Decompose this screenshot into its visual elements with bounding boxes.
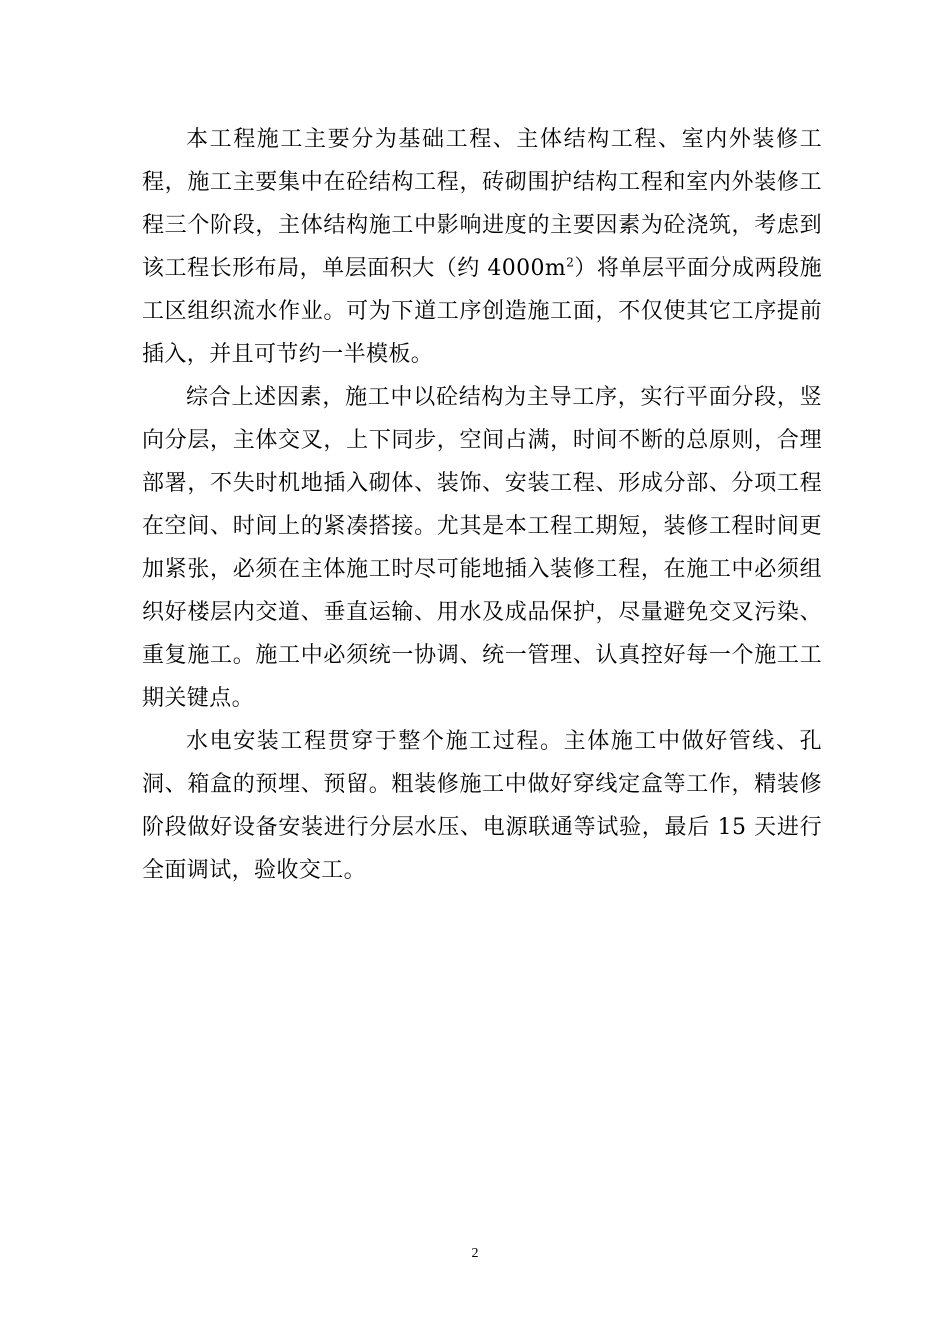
document-body xyxy=(142,118,822,892)
paragraph-text: ）将单层平面分成两段施工区组织流水作业。可为下道工序创造施工面，不仅使其它工序提前插入，并且可节约一半模板。 xyxy=(142,256,822,367)
paragraph-mep-installation: 水电安装工程贯穿于整个施工过程。主体施工中做好管线、孔洞、箱盒的预埋、预留。粗装修施工中做好穿线定盒等工作，精装修阶段做好设备安装进行分层水压、电源联通等试验，最后 15 天进行全面调试，验收交工。 xyxy=(142,729,822,883)
paragraph-deployment-principles: 综合上述因素，施工中以砼结构为主导工序，实行平面分段，竖向分层，主体交叉，上下同步，空间占满，时间不断的总原则，合理部署，不失时机地插入砌体、装饰、安装工程、形成分部、分项工程在空间、时间上的紧凑搭接。尤其是本工程工期短，装修工程时间更加紧张，必须在主体施工时尽可能地插入装修工程，在施工中必须组织好楼层内交道、垂直运输、用水及成品保护，尽量避免交叉污染、重复施工。施工中必须统一协调、统一管理、认真控好每一个施工工期关键点。 xyxy=(142,385,822,711)
page-number: 2 xyxy=(471,1246,479,1261)
superscript-2: 2 xyxy=(566,255,575,270)
paragraph-construction-phases xyxy=(142,118,822,376)
paragraph-text: 本工程施工主要分为基础工程、主体结构工程、室内外装修工程，施工主要集中在砼结构工程，砖砌围护结构工程和室内外装修工程三个阶段，主体结构施工中影响进度的主要因素为砼浇筑，考虑到该工程长形布局，单层面积大（约 4000m xyxy=(142,127,822,281)
